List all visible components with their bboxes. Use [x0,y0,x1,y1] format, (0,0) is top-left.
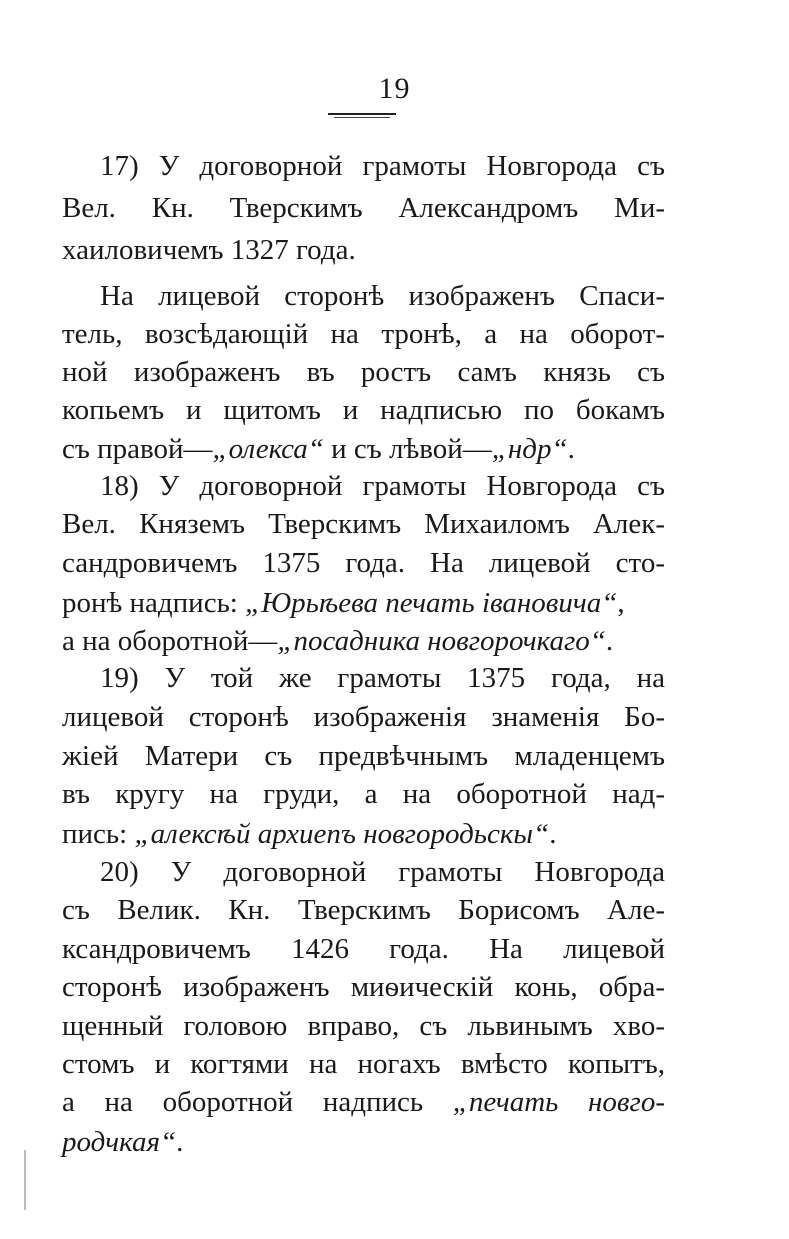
text-line [62,697,665,737]
text-run: На лицевой сторонѣ изображенъ Спаси- [100,280,665,312]
text-line [62,774,665,814]
text-run: съ правой— [62,433,213,465]
text-run: 19) У той же грамоты 1375 года, на [100,662,665,694]
text-line [62,890,665,930]
text-run: . [176,1126,184,1158]
quoted-inscription: „олекса“ [212,433,324,465]
page-number-rule [328,113,396,119]
quoted-inscription: „ндр“ [491,433,568,465]
text-line [62,1006,665,1046]
text-run: жіей Матери съ предвѣчнымъ младенцемъ [62,740,665,772]
text-run: съ Велик. Кн. Тверскимъ Борисомъ Але- [62,894,665,926]
text-line [62,543,665,583]
text-line [62,504,665,544]
text-line [62,1122,665,1162]
text-run: . [549,818,557,850]
text-run: хаиловичемъ 1327 года. [62,234,356,266]
page-edge-mark [24,1150,26,1210]
text-line [62,390,665,430]
text-run: 18) У договорной грамоты Новгорода съ [100,470,665,502]
text-line [62,314,665,354]
text-line [62,583,665,623]
text-line [62,429,665,469]
quoted-inscription: „печать новго- [452,1086,665,1118]
text-run: , [617,587,625,619]
text-run: ронѣ надпись: [62,587,246,619]
text-line [100,658,665,698]
text-line [62,814,665,854]
text-line [100,146,665,186]
text-run: а на оборотной— [62,625,278,657]
text-line [62,230,665,270]
text-run: лицевой сторонѣ изображенія знаменія Бо- [62,701,665,733]
text-line [62,929,665,969]
text-run: и съ лѣвой— [323,433,492,465]
text-run: щенный головою вправо, съ львинымъ хво- [62,1010,665,1042]
text-run: ной изображенъ въ ростъ самъ князь съ [62,356,665,388]
text-run: . [605,625,614,657]
text-line [62,736,665,776]
text-run: стомъ и когтями на ногахъ вмѣсто копытъ, [62,1048,665,1080]
text-line [62,1044,665,1084]
text-line [62,967,665,1007]
text-run: а на оборотной надпись [62,1086,453,1118]
text-run: ксандровичемъ 1426 года. На лицевой [62,933,665,965]
text-line [100,466,665,506]
text-run: сандровичемъ 1375 года. На лицевой сто- [62,547,665,579]
text-run: копьемъ и щитомъ и надписью по бокамъ [62,394,665,426]
text-run: 20) У договорной грамоты Новгорода [100,856,665,888]
text-run: въ кругу на груди, а на оборотной над- [62,778,665,810]
text-run: сторонѣ изображенъ миѳическій конь, обра- [62,971,665,1003]
text-line [62,1082,665,1122]
quoted-inscription: родчкая“ [62,1126,177,1158]
text-run: пись: [62,818,135,850]
text-run: тель, возсѣдающій на тронѣ, а на оборот- [62,318,665,350]
text-line [62,188,665,228]
quoted-inscription: „Юрьѣева печать івановича“ [245,587,618,619]
text-run: . [567,433,575,465]
text-line [62,352,665,392]
text-run: 17) У договорной грамоты Новгорода съ [100,150,665,182]
text-line [100,276,665,316]
quoted-inscription: „алексѣй архиепъ новгородьскы“ [134,818,550,850]
text-line [100,852,665,892]
quoted-inscription: „посадника новгорочкаго“ [277,625,606,657]
text-run: Вел. Кн. Тверскимъ Александромъ Ми- [62,192,665,224]
text-run: Вел. Княземъ Тверскимъ Михаиломъ Алек- [62,508,665,540]
text-line [62,621,665,661]
page-number: 19 [378,72,411,105]
